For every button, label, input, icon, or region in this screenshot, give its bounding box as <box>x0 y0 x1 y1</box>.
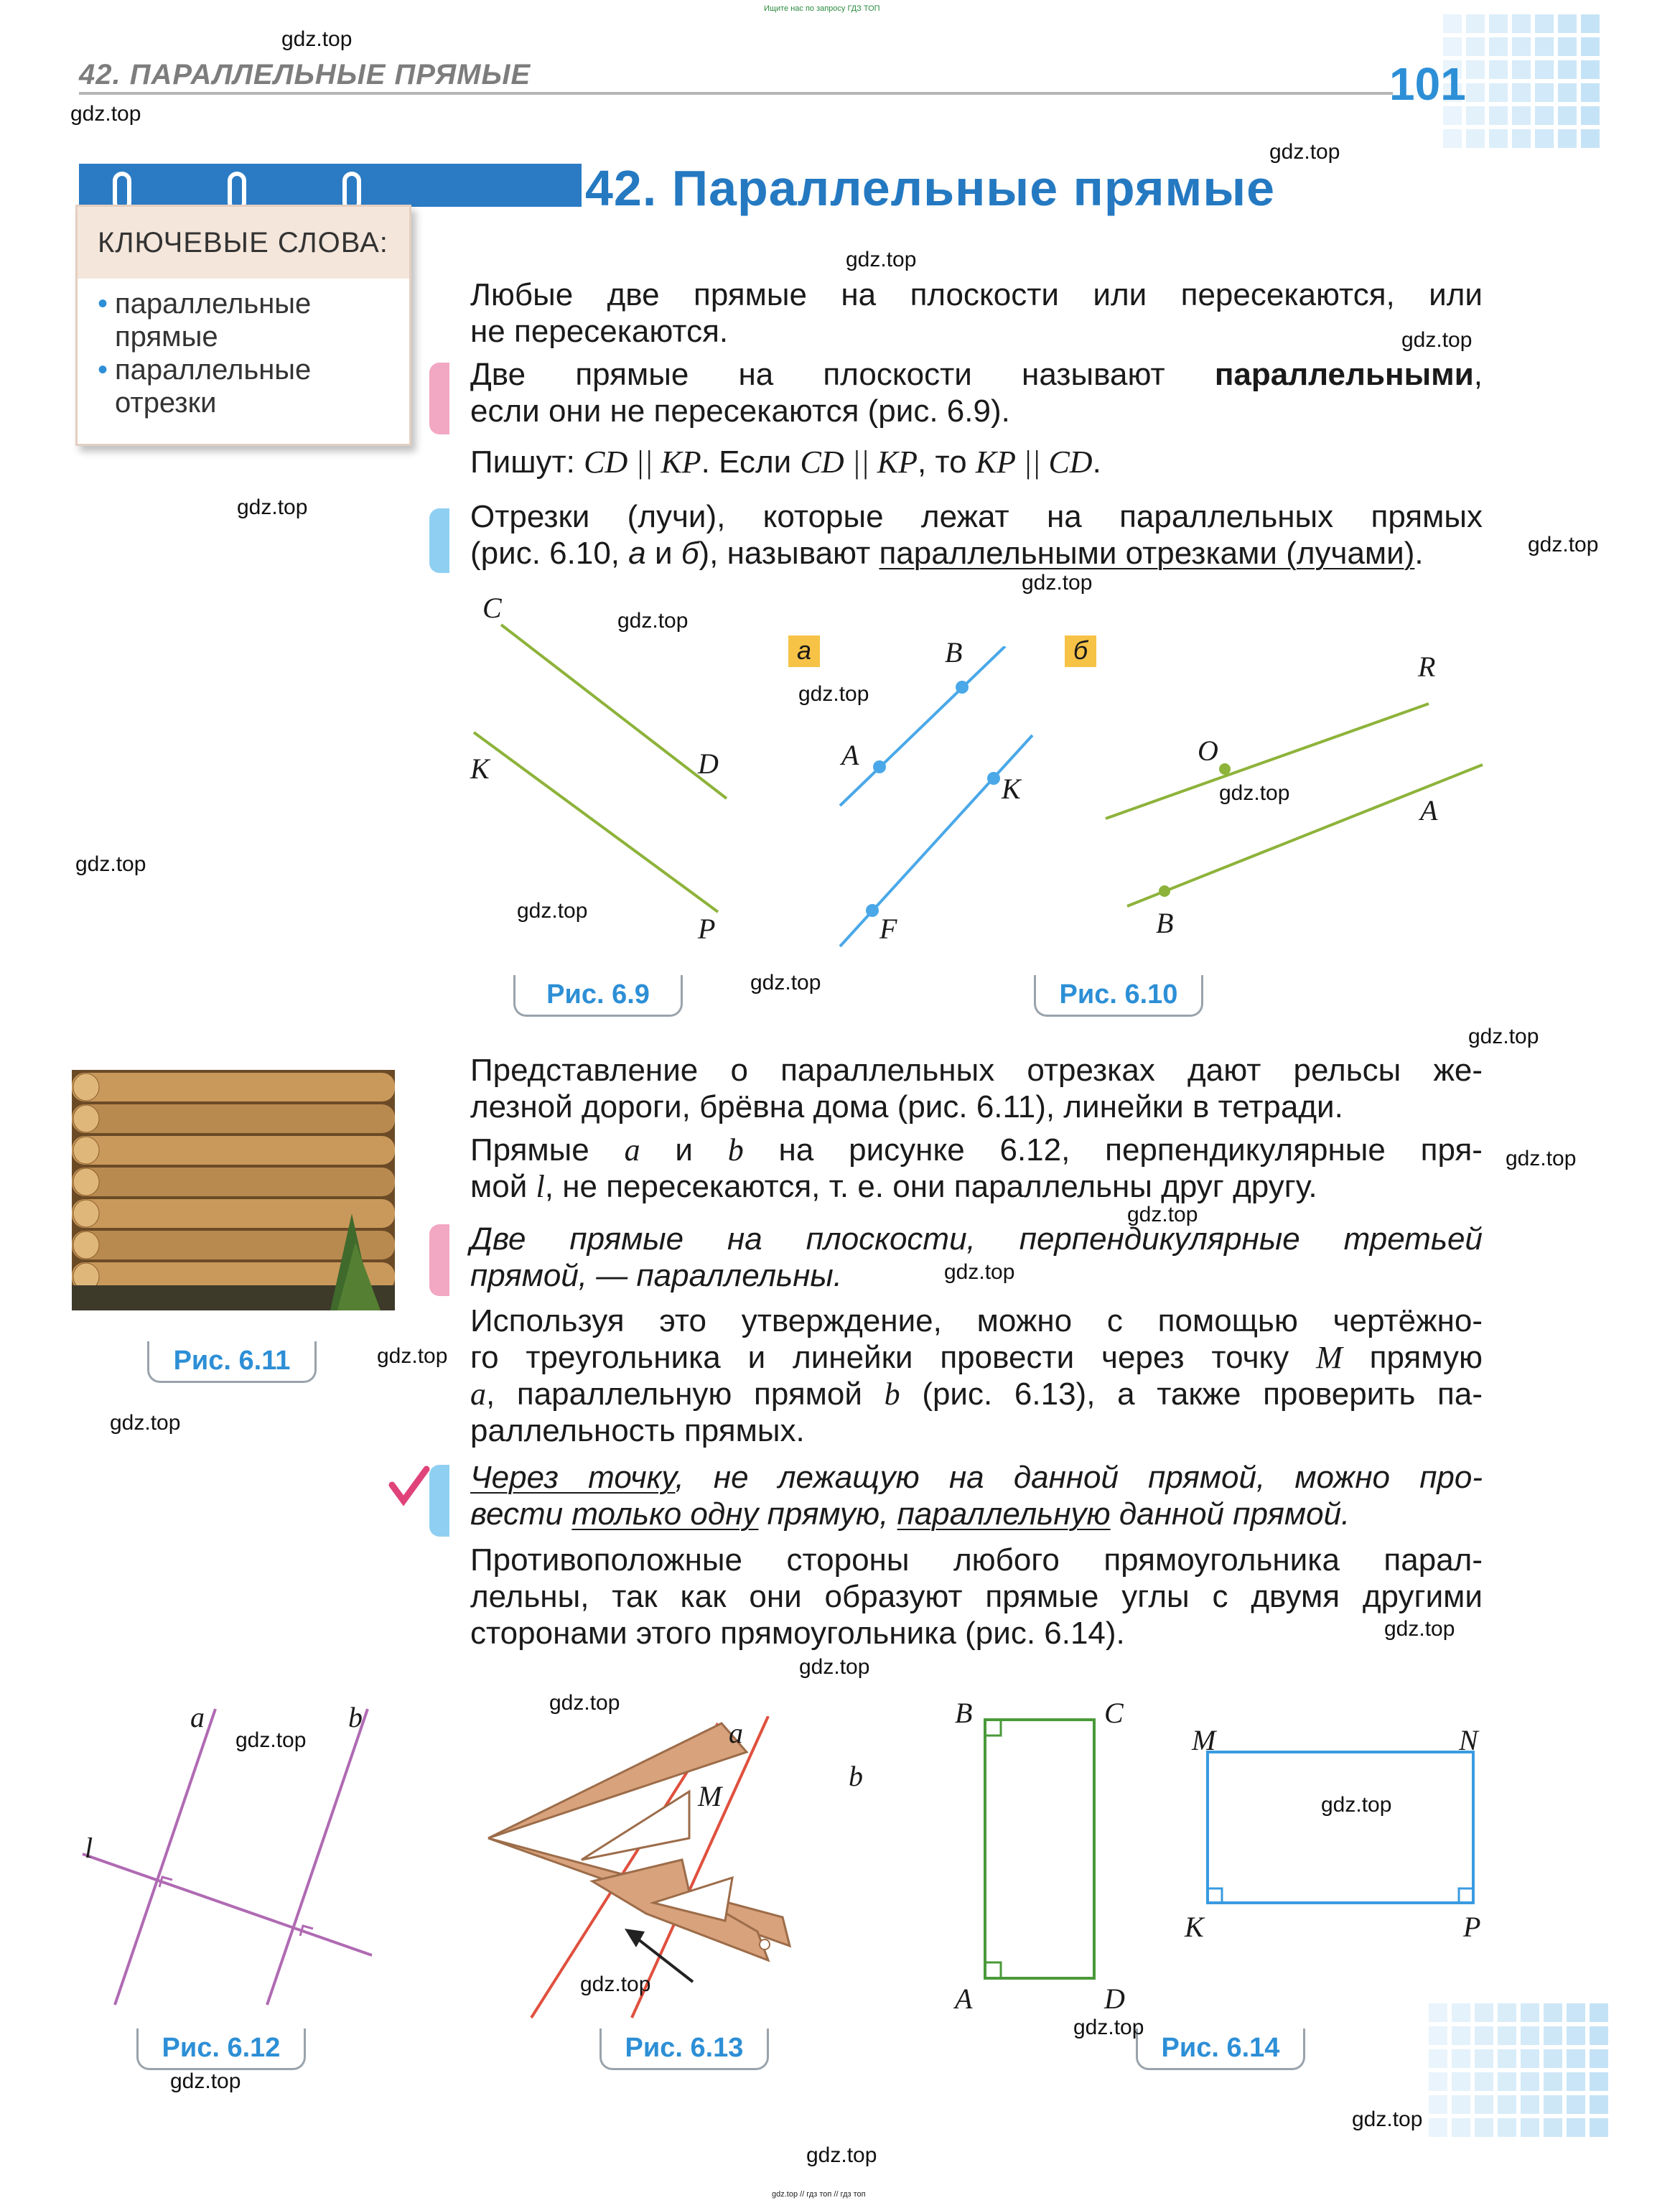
watermark: gdz.top <box>170 2069 241 2093</box>
point-label-f: F <box>879 913 897 945</box>
decoration-square <box>1512 83 1531 102</box>
figure-6-12 <box>72 1695 388 2025</box>
decoration-square <box>1475 2072 1493 2091</box>
decoration-square <box>1558 37 1577 56</box>
decoration-square <box>1512 60 1531 79</box>
keywords-box <box>75 205 411 446</box>
theorem-text: Две прямые на плоскости, перпендикулярные третьей прямой, — параллельны. <box>470 1221 1483 1293</box>
watermark: gdz.top <box>377 1344 448 1368</box>
decoration-square <box>1452 2026 1470 2045</box>
decoration-square <box>1475 2095 1493 2114</box>
keywords-heading: КЛЮЧЕВЫЕ СЛОВА: <box>98 227 388 258</box>
decoration-square <box>1590 2072 1608 2091</box>
point-label-n: N <box>1459 1724 1478 1756</box>
definition-paragraph: Отрезки (лучи), которые лежат на параллельных прямых (рис. 6.10, а и б), называют параллельными отрезками (лучами). <box>470 499 1483 571</box>
watermark: gdz.top <box>281 27 353 51</box>
decoration-square <box>1475 2026 1493 2045</box>
log-end <box>73 1231 99 1259</box>
decoration-square <box>1535 83 1554 102</box>
decoration-square <box>1466 106 1485 125</box>
decoration-square <box>1512 37 1531 56</box>
decoration-square <box>1489 14 1508 33</box>
running-title: 42. ПАРАЛЛЕЛЬНЫЕ ПРЯМЫЕ <box>79 59 531 90</box>
decoration-square <box>1443 14 1462 33</box>
log <box>72 1073 395 1101</box>
section-title: 42. Параллельные прямые <box>585 160 1276 216</box>
decoration-square <box>1590 2049 1608 2068</box>
decoration-square <box>1498 2049 1516 2068</box>
log <box>72 1168 395 1196</box>
point-label-b2: B <box>1156 907 1174 939</box>
decoration-square <box>1521 2003 1539 2022</box>
decoration-square <box>1443 37 1462 56</box>
paragraph: Представление о параллельных отрезках дают рельсы же- лезной дороги, брёвна дома (рис. 6.11), линейки в тетради. <box>470 1053 1483 1124</box>
line-label-l: l <box>85 1832 93 1864</box>
decoration-square <box>1590 2095 1608 2114</box>
decoration-square <box>1590 2118 1608 2137</box>
definition-marker <box>429 508 449 573</box>
watermark: gdz.top <box>549 1691 620 1715</box>
log-end <box>73 1073 99 1101</box>
decoration-square <box>1429 2003 1447 2022</box>
point-label-m: M <box>698 1780 722 1812</box>
figure-caption-6-10: Рис. 6.10 <box>1034 975 1203 1017</box>
paragraph: Используя это утверждение, можно с помощью чертёжно- го треугольника и линейки провести через точку M прямую a, параллельную прямой b (рис. 6.13), а также проверить па- раллельность прямых. <box>470 1303 1483 1448</box>
decoration-square <box>1489 129 1508 148</box>
log-house-photo <box>72 1070 395 1310</box>
decoration-square <box>1475 2049 1493 2068</box>
decoration-square <box>1544 2049 1562 2068</box>
point-label-d: D <box>698 747 719 780</box>
figure-6-14 <box>976 1709 1493 1996</box>
watermark: gdz.top <box>517 899 588 923</box>
watermark: gdz.top <box>1384 1617 1455 1641</box>
decoration-square <box>1429 2049 1447 2068</box>
paragraph: Противоположные стороны любого прямоугольника парал- лельны, так как они образуют прямые углы с двумя другими сторонами этого прямоугольника (рис. 6.14). <box>470 1542 1483 1651</box>
watermark: gdz.top <box>846 248 917 271</box>
decoration-square <box>1498 2003 1516 2022</box>
watermark: gdz.top <box>799 1655 870 1679</box>
decoration-square <box>1544 2003 1562 2022</box>
log <box>72 1136 395 1165</box>
decoration-square <box>1567 2003 1585 2022</box>
decoration-square <box>1567 2118 1585 2137</box>
decoration-square <box>1429 2072 1447 2091</box>
point-label-c: C <box>482 592 502 624</box>
watermark: gdz.top <box>1528 533 1599 556</box>
decoration-square <box>1512 129 1531 148</box>
watermark: gdz.top <box>1401 328 1473 352</box>
decoration-square <box>1581 37 1600 56</box>
point-label-r: R <box>1418 651 1436 683</box>
watermark: gdz.top <box>1468 1025 1539 1048</box>
page-number: 101 <box>1389 58 1466 110</box>
watermark: gdz.top <box>75 852 146 876</box>
watermark: gdz.top <box>806 2143 877 2167</box>
log <box>72 1104 395 1133</box>
decoration-square <box>1567 2072 1585 2091</box>
decoration-square <box>1475 2118 1493 2137</box>
decoration-square <box>1443 129 1462 148</box>
decoration-square <box>1535 14 1554 33</box>
log <box>72 1199 395 1228</box>
decoration-square <box>1498 2026 1516 2045</box>
line-label-a: a <box>729 1717 743 1749</box>
decoration-square <box>1498 2095 1516 2114</box>
point-label-d: D <box>1104 1983 1125 2015</box>
point-label-a: A <box>955 1983 973 2015</box>
figure-caption-6-9: Рис. 6.9 <box>513 975 683 1017</box>
watermark: gdz.top <box>110 1411 181 1435</box>
decoration-square <box>1466 37 1485 56</box>
point-label-a: A <box>841 739 859 771</box>
watermark: gdz.top <box>1073 2016 1144 2039</box>
point-label-c: C <box>1104 1697 1124 1729</box>
axiom-marker <box>429 1465 449 1537</box>
decoration-square <box>1535 37 1554 56</box>
decoration-square <box>1535 60 1554 79</box>
corner-decoration-top <box>1443 14 1608 151</box>
log-end <box>73 1200 99 1227</box>
decoration-square <box>1521 2026 1539 2045</box>
decoration-square <box>1429 2095 1447 2114</box>
watermark: gdz.top <box>1022 571 1093 595</box>
subfigure-tag-a: а <box>788 635 820 667</box>
decoration-square <box>1558 129 1577 148</box>
point-label-k: K <box>470 753 490 785</box>
decoration-square <box>1466 129 1485 148</box>
theorem-marker <box>429 1224 449 1296</box>
decoration-square <box>1489 60 1508 79</box>
point-label-k: K <box>1002 773 1021 805</box>
decoration-square <box>1498 2072 1516 2091</box>
watermark: gdz.top <box>750 971 821 994</box>
watermark: gdz.top <box>580 1972 651 1996</box>
bottom-notice: gdz.top // гдз топ // гдз топ <box>772 2190 866 2199</box>
notation-paragraph: Пишут: CD || KP. Если CD || KP, то KP || CD. <box>470 444 1101 480</box>
paragraph: Любые две прямые на плоскости или пересекаются, или не пересекаются. <box>470 277 1483 349</box>
decoration-square <box>1558 14 1577 33</box>
watermark: gdz.top <box>70 102 141 126</box>
decoration-square <box>1452 2049 1470 2068</box>
figure-caption-6-14: Рис. 6.14 <box>1136 2028 1305 2070</box>
log-end <box>73 1105 99 1132</box>
line-label-a: a <box>190 1701 205 1733</box>
watermark: gdz.top <box>1506 1147 1577 1170</box>
decoration-square <box>1512 106 1531 125</box>
log-end <box>73 1168 99 1196</box>
decoration-square <box>1466 14 1485 33</box>
decoration-square <box>1581 106 1600 125</box>
decoration-square <box>1521 2072 1539 2091</box>
decoration-square <box>1475 2003 1493 2022</box>
decoration-square <box>1581 83 1600 102</box>
keyword-item: • параллельные <box>98 354 312 386</box>
decoration-square <box>1466 60 1485 79</box>
decoration-square <box>1452 2003 1470 2022</box>
decoration-square <box>1558 83 1577 102</box>
decoration-square <box>1521 2118 1539 2137</box>
decoration-square <box>1466 83 1485 102</box>
watermark: gdz.top <box>944 1260 1015 1284</box>
checkmark-icon <box>388 1465 431 1508</box>
definition-marker <box>429 363 449 434</box>
keyword-item-cont: прямые <box>115 321 218 353</box>
decoration-square <box>1521 2049 1539 2068</box>
decoration-square <box>1452 2095 1470 2114</box>
decoration-square <box>1544 2118 1562 2137</box>
decoration-square <box>1544 2026 1562 2045</box>
figure-caption-6-13: Рис. 6.13 <box>599 2028 769 2070</box>
line-label-b: b <box>348 1701 363 1733</box>
watermark: gdz.top <box>1321 1793 1392 1817</box>
subfigure-tag-b: б <box>1065 635 1096 667</box>
watermark: gdz.top <box>237 495 308 519</box>
watermark: gdz.top <box>1219 781 1290 805</box>
decoration-square <box>1535 106 1554 125</box>
point-label-p: P <box>698 913 716 945</box>
point-label-o: O <box>1198 735 1218 767</box>
decoration-square <box>1567 2095 1585 2114</box>
corner-decoration-bottom <box>1429 2003 1615 2147</box>
header-rule <box>79 92 1393 95</box>
decoration-square <box>1429 2026 1447 2045</box>
decoration-square <box>1581 129 1600 148</box>
keyword-item-cont: отрезки <box>115 387 217 419</box>
watermark: gdz.top <box>617 609 689 633</box>
decoration-square <box>1498 2118 1516 2137</box>
decoration-square <box>1581 60 1600 79</box>
figure-caption-6-12: Рис. 6.12 <box>136 2028 306 2070</box>
decoration-square <box>1544 2095 1562 2114</box>
decoration-square <box>1535 129 1554 148</box>
watermark: gdz.top <box>798 682 869 706</box>
decoration-square <box>1521 2095 1539 2114</box>
figure-caption-6-11: Рис. 6.11 <box>147 1341 317 1383</box>
decoration-square <box>1429 2118 1447 2137</box>
decoration-square <box>1452 2072 1470 2091</box>
point-label-b: B <box>955 1697 973 1729</box>
top-notice: Ищите нас по запросу ГДЗ ТОП <box>764 4 880 13</box>
keyword-item: • параллельные <box>98 288 312 320</box>
paragraph: Прямые a и b на рисунке 6.12, перпендикулярные пря- мой l, не пересекаются, т. е. они параллельны друг другу. <box>470 1132 1483 1204</box>
decoration-square <box>1567 2026 1585 2045</box>
log-end <box>73 1137 99 1164</box>
decoration-square <box>1581 14 1600 33</box>
definition-paragraph: Две прямые на плоскости называют параллельными, если они не пересекаются (рис. 6.9). <box>470 357 1483 429</box>
decoration-square <box>1512 14 1531 33</box>
point-label-b: B <box>945 636 963 669</box>
decoration-square <box>1452 2118 1470 2137</box>
watermark: gdz.top <box>1352 2107 1423 2131</box>
axiom-text: Через точку, не лежащую на данной прямой, можно про- вести только одну прямую, параллельную данной прямой. <box>470 1460 1483 1532</box>
decoration-square <box>1489 37 1508 56</box>
decoration-square <box>1590 2003 1608 2022</box>
decoration-square <box>1544 2072 1562 2091</box>
decoration-square <box>1558 60 1577 79</box>
watermark: gdz.top <box>1269 140 1340 164</box>
point-label-k: K <box>1185 1911 1204 1943</box>
watermark: gdz.top <box>235 1728 307 1752</box>
decoration-square <box>1489 83 1508 102</box>
decoration-square <box>1558 106 1577 125</box>
point-label-m: M <box>1192 1724 1216 1756</box>
decoration-square <box>1489 106 1508 125</box>
decoration-square <box>1590 2026 1608 2045</box>
watermark: gdz.top <box>1127 1203 1198 1226</box>
point-label-a2: A <box>1420 794 1438 826</box>
decoration-square <box>1567 2049 1585 2068</box>
point-label-p: P <box>1463 1911 1481 1943</box>
line-label-b: b <box>849 1760 863 1792</box>
